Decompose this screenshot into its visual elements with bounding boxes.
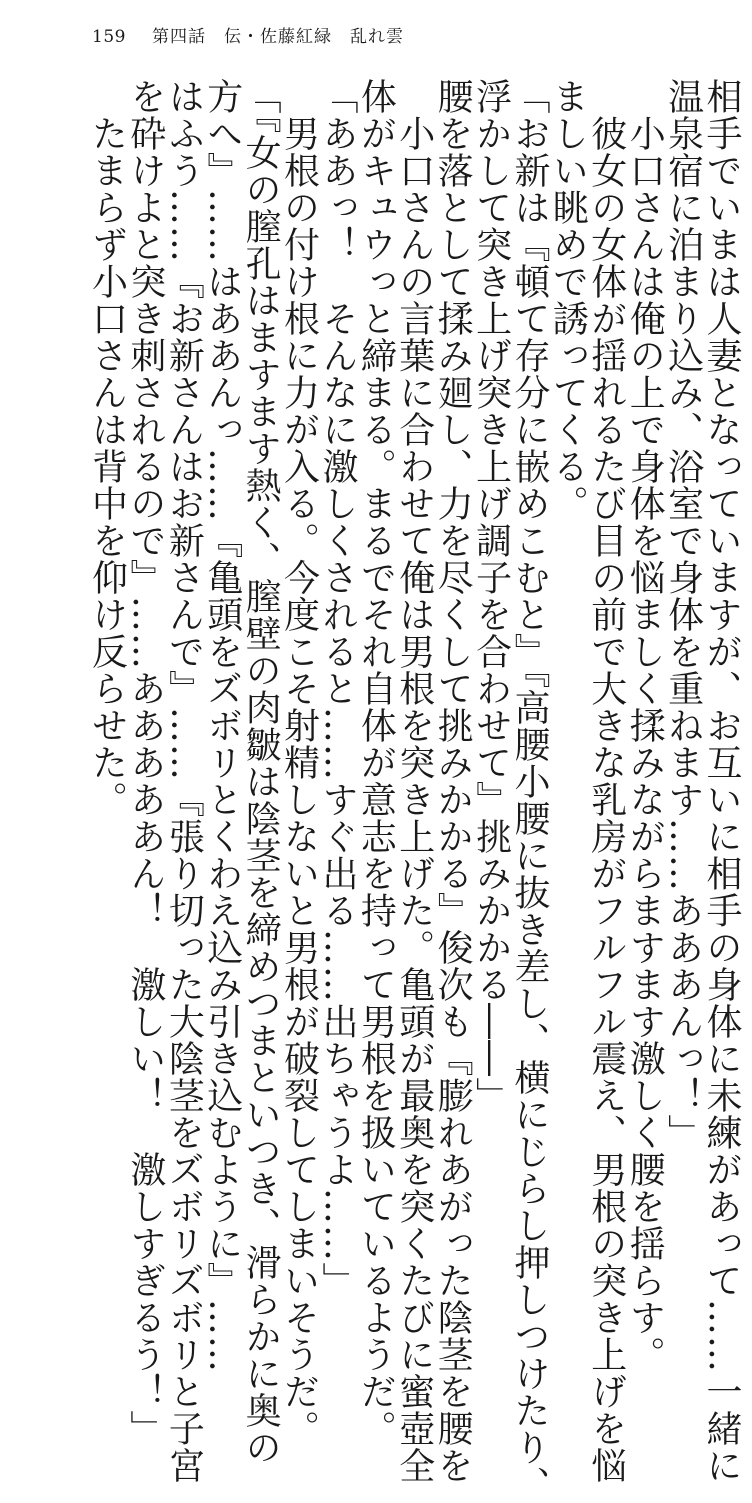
text-line: 温泉宿に泊まり込み、浴室で身体を重ねます……あああんっ！」 (662, 78, 704, 1151)
text-line: ましい眺めで誘ってくる。 (547, 78, 589, 522)
text-line: 体がキュウっと締まる。まるでそれ自体が意志を持って男根を扱いているようだ。 (355, 78, 397, 1447)
text-line: 彼女の女体が揺れるたび目の前で大きな乳房がフルフル震え、男根の突き上げを悩 (585, 78, 627, 1484)
text-line: はふう……『お新さんはお新さんで』……『張り切った大陰茎をズボリズボリと子宮 (163, 78, 205, 1484)
text-line: 小口さんの言葉に合わせて俺は男根を突き上げた。亀頭が最奥を突くたびに蜜壺全 (393, 78, 435, 1484)
running-header (92, 22, 404, 47)
text-line: 相手でいまは人妻となっていますが、お互いに相手の身体に未練があって……一緒に (701, 78, 742, 1484)
chapter-title: 第四話 伝・佐藤紅緑 乱れ雲 (151, 27, 404, 47)
text-line: 浮かして突き上げ突き上げ調子を合わせて』挑みかかる――」 (470, 78, 512, 1114)
text-line: 男根の付け根に力が入る。今度こそ射精しないと男根が破裂してしまいそうだ。 (278, 78, 320, 1447)
text-line: たまらず小口さんは背中を仰け反らせた。 (86, 78, 128, 818)
text-line: 方へ』……はああんっ……『亀頭をズボリとくわえ込み引き込むように』…… (201, 78, 243, 1373)
text-line: 「ああっ！ そんなに激しくされると……すぐ出る……出ちゃうよ……」 (316, 78, 358, 1299)
vertical-text-body (86, 78, 742, 1503)
text-line: を砕けよと突き刺されるので』……あああああん！ 激しい！ 激しすぎるう！」 (124, 78, 166, 1447)
text-line: 「『女の膣孔はますます熱く、膣壁の肉皺は陰茎を締めつまといつき、滑らかに奥の (240, 78, 282, 1466)
text-line: 腰を落として揉み廻し、力を尽くして挑みかかる』俊次も『膨れあがった陰茎を腰を (432, 78, 474, 1484)
text-line: 「お新は『頓て存分に嵌めこむと』『高腰小腰に抜き差し、横にじらし押しつけたり、 (508, 78, 550, 1503)
page-number: 159 (92, 27, 126, 47)
text-line: 小口さんは俺の上で身体を悩ましく揉みながらますます激しく腰を揺らす。 (624, 78, 666, 1373)
